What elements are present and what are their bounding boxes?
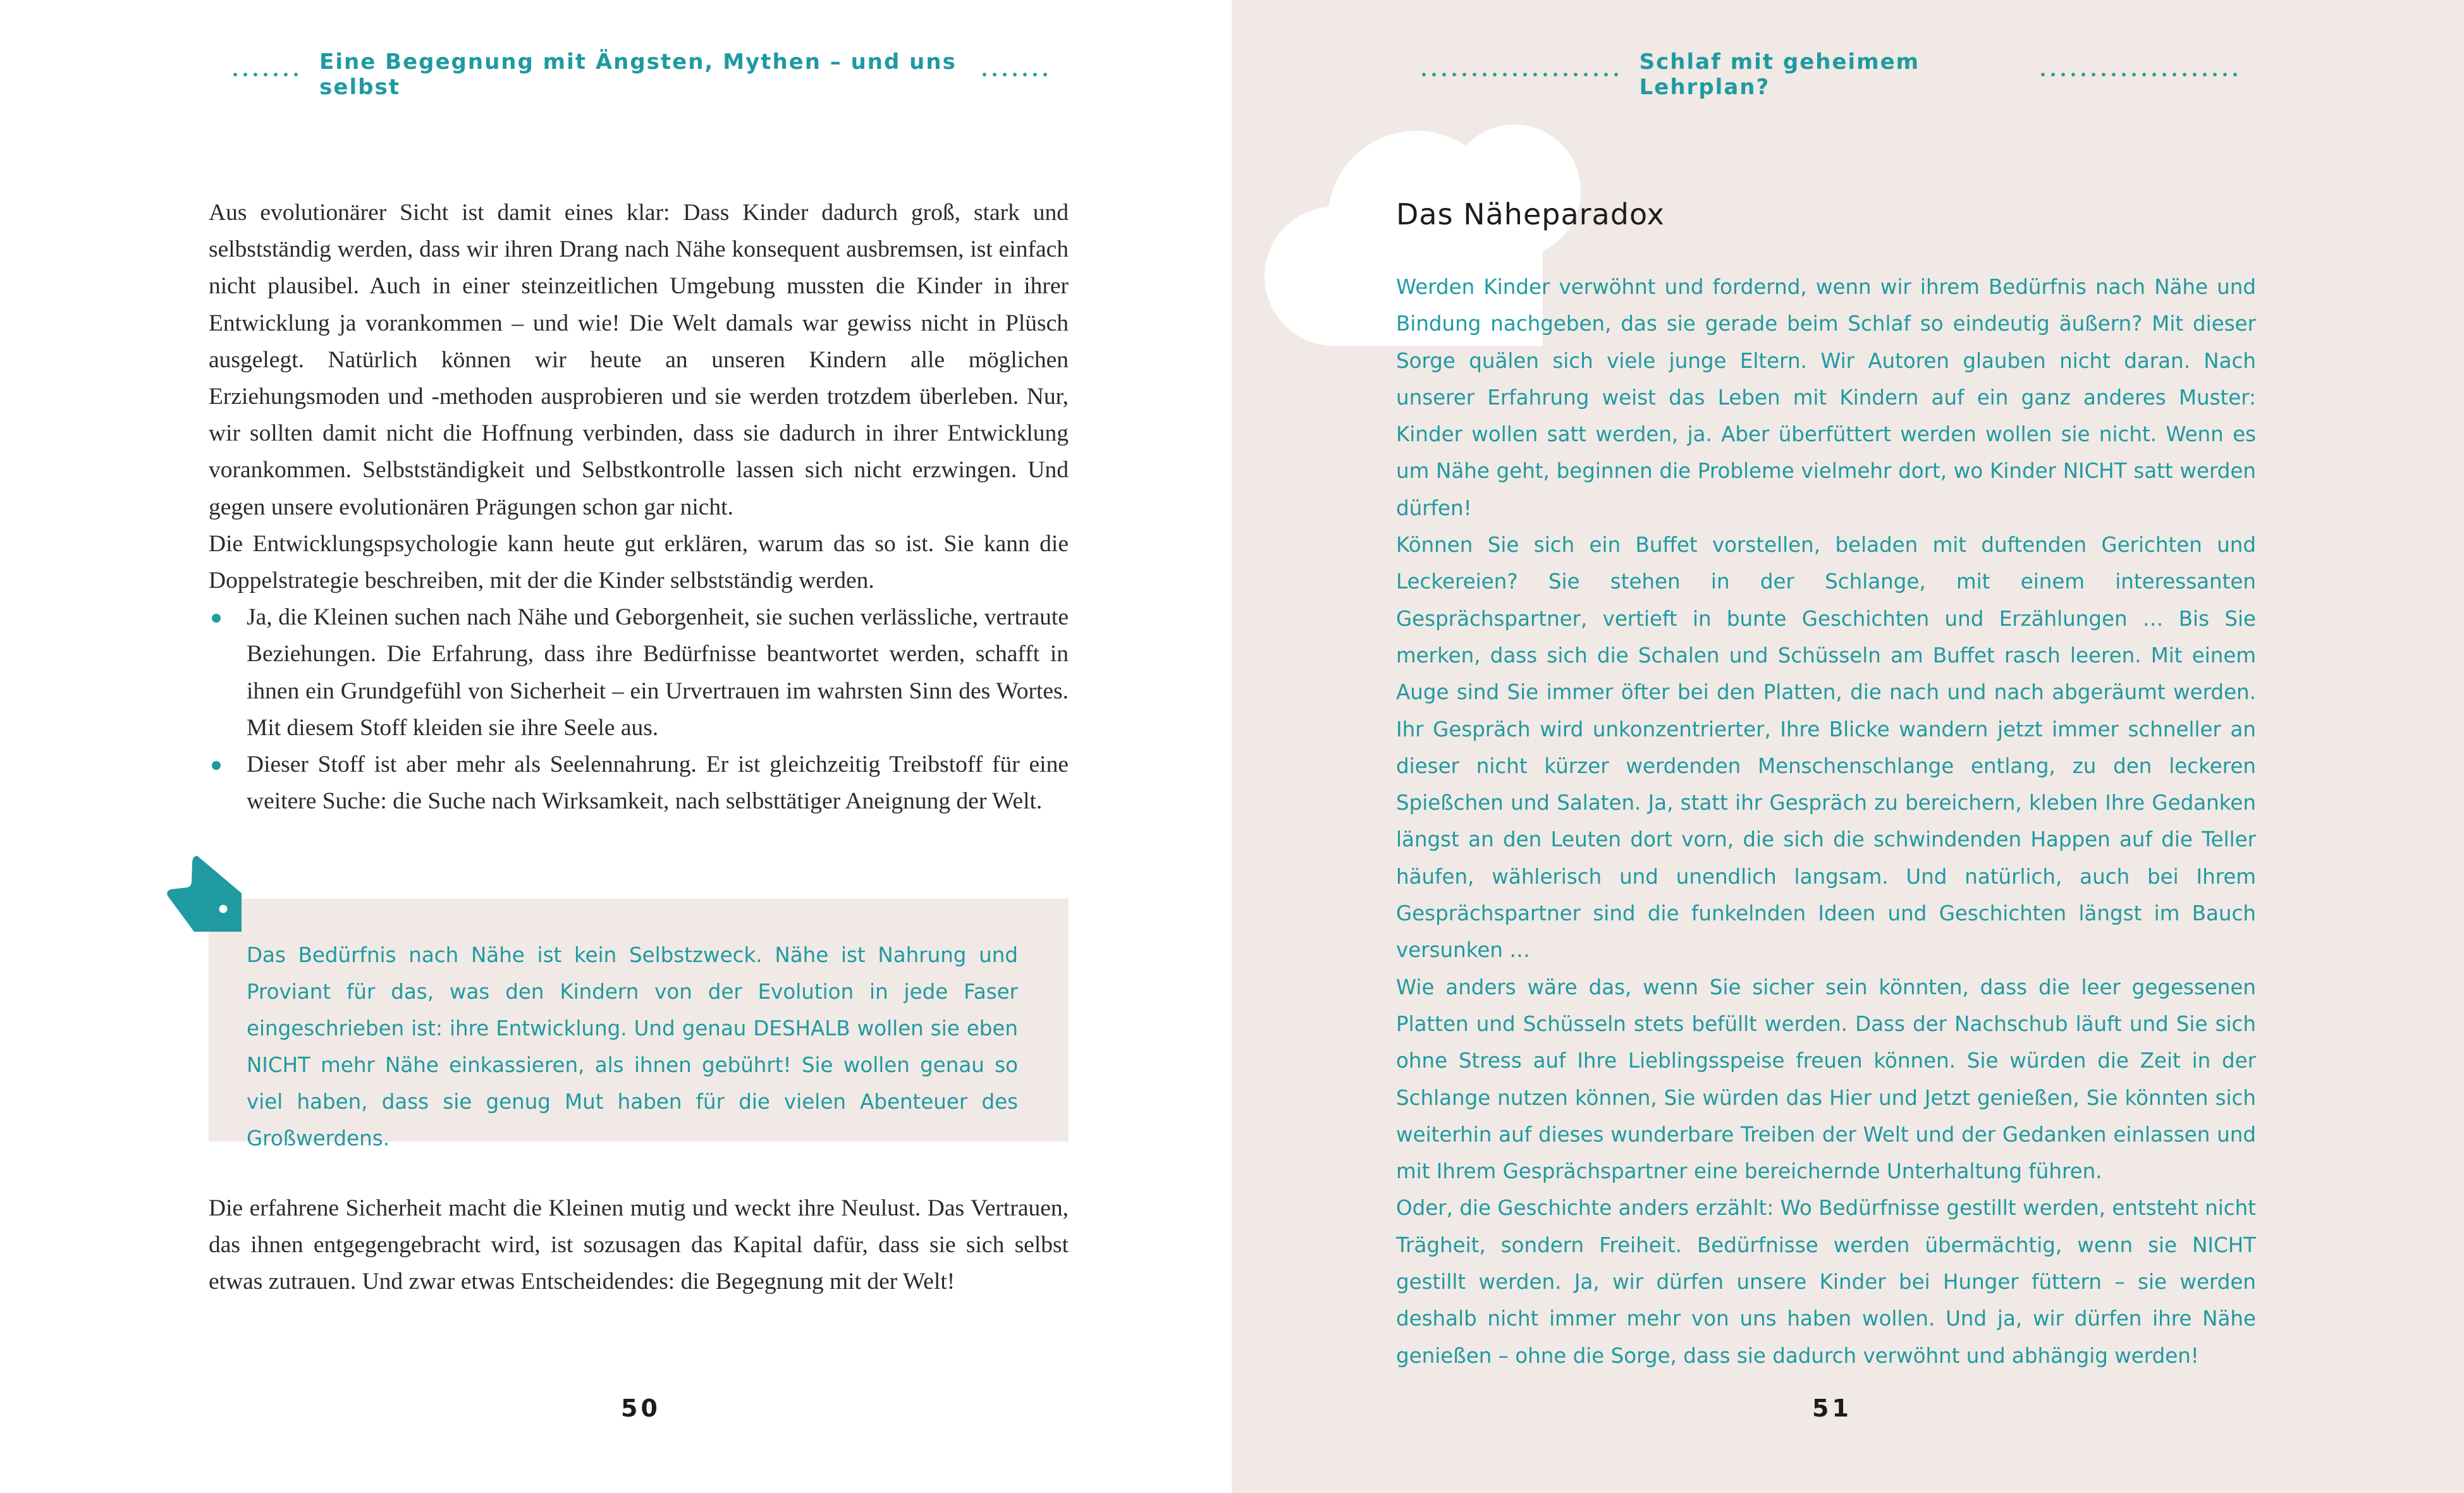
dotted-rule-right: [2038, 73, 2237, 76]
right-running-head: [1397, 49, 2259, 100]
body-paragraph: Die Entwicklungspsychologie kann heute gut erklären, warum das so ist. Sie kann die Doppelstrategie beschreiben, mit der die Kinder selbstständig werden.: [209, 530, 1069, 594]
right-body-text: [1396, 269, 2256, 1374]
body-paragraph: Oder, die Geschichte anders erzählt: Wo Bedürfnisse gestillt werden, entsteht nicht Trägheit, sondern Freiheit. Bedürfnisse werden übermächtig, wenn sie NICHT gestillt werden. Ja, wir dürfen unsere Kinder bei Hunger füttern – sie werden deshalb nicht immer mehr von uns haben wollen. Und ja, wir dürfen ihre Nähe genießen – ohne die Sorge, dass sie dadurch verwöhnt und abhängig werden!: [1396, 1196, 2256, 1368]
left-body-text: [209, 195, 1069, 820]
bullet-dot-icon: [212, 614, 221, 623]
bullet-text: Dieser Stoff ist aber mehr als Seelennahrung. Er ist gleichzeitig Treibstoff für eine weitere Suche: die Suche nach Wirksamkeit, nach selbsttätiger Aneignung der Welt.: [247, 752, 1069, 815]
running-head-text: Eine Begegnung mit Ängsten, Mythen – und uns selbst: [319, 49, 957, 100]
bullet-item: [209, 746, 1069, 820]
dotted-rule-left: [1419, 73, 1618, 76]
left-running-head: [209, 49, 1069, 100]
callout-box: [209, 899, 1069, 1150]
bullet-text: Ja, die Kleinen suchen nach Nähe und Geborgenheit, sie suchen verlässliche, vertraute Beziehungen. Die Erfahrung, dass ihre Bedürfnisse beantwortet werden, schafft in ihnen ein Grundgefühl von Sicherheit – ein Urvertrauen im wahrsten Sinn des Wortes. Mit diesem Stoff kleiden sie ihre Seele aus.: [247, 604, 1069, 741]
dotted-rule-left: [230, 73, 298, 76]
body-paragraph: Wie anders wäre das, wenn Sie sicher sein könnten, dass die leer gegessenen Platten und Schüsseln stets befüllt werden. Dass der Nachschub läuft und Sie sich ohne Stress auf Ihre Lieblingsspeise freuen können. Sie würden die Zeit in der Schlange nutzen können, Sie würden das Hier und Jetzt genießen, Sie könnten sich weiterhin auf dieses wunderbare Treiben der Welt und der Gedanken einlassen und mit Ihrem Gesprächspartner eine bereichernde Unterhaltung führen.: [1396, 975, 2256, 1184]
tag-icon: [166, 853, 248, 935]
box-heading: Das Näheparadox: [1396, 197, 1665, 231]
page-number-left: 50: [621, 1394, 661, 1422]
running-head-text: Schlaf mit geheimem Lehrplan?: [1639, 49, 1920, 100]
page-number-right: 51: [1812, 1394, 1852, 1422]
body-paragraph: Werden Kinder verwöhnt und fordernd, wenn wir ihrem Bedürfnis nach Nähe und Bindung nachgeben, das sie gerade beim Schlaf so eindeutig äußern? Mit dieser Sorge quälen sich viele junge Eltern. Wir Autoren glauben nicht daran. Nach unserer Erfahrung weist das Leben mit Kindern auf ein ganz anderes Muster: Kinder wollen satt werden, ja. Aber überfüttert werden wollen sie nicht. Wenn es um Nähe geht, beginnen die Probleme vielmehr dort, wo Kinder NICHT satt werden dürfen!: [1396, 275, 2256, 520]
callout-text: Das Bedürfnis nach Nähe ist kein Selbstzweck. Nähe ist Nahrung und Proviant für das, was den Kindern von der Evolution in jede Faser eingeschrieben ist: ihre Entwicklung. Und genau DESHALB wollen sie eben NICHT mehr Nähe einkassieren, als ihnen gebührt! Sie wollen genau so viel haben, dass sie genug Mut haben für die vielen Abenteuer des Großwerdens.: [247, 943, 1018, 1150]
body-paragraph: Die erfahrene Sicherheit macht die Kleinen mutig und weckt ihre Neulust. Das Vertrauen, das ihnen entgegengebracht wird, ist sozusagen das Kapital dafür, dass sie sich selbst etwas zutrauen. Und zwar etwas Entscheidendes: die Begegnung mit der Welt!: [209, 1195, 1069, 1295]
bullet-dot-icon: [212, 761, 221, 770]
body-paragraph: Können Sie sich ein Buffet vorstellen, beladen mit duftenden Gerichten und Leckereien? Sie stehen in der Schlange, mit einem interessanten Gesprächspartner, vertieft in bunte Geschichten und Erzählungen … Bis Sie merken, dass sich die Schalen und Schüsseln am Buffet rasch leeren. Mit einem Auge sind Sie immer öfter bei den Platten, die nach und nach abgeräumt werden. Ihr Gespräch wird unkonzentrierter, Ihre Blicke wandern jetzt immer schneller an dieser nicht kürzer werdenden Menschenschlange entlang, zu den leckeren Spießchen und Salaten. Ja, statt ihr Gespräch zu bereichern, kleben Ihre Gedanken längst an den Leuten dort vorn, die sich die schwindenden Happen auf die Teller häufen, wählerisch und unendlich langsam. Und natürlich, auch bei Ihrem Gesprächspartner sind die funkelnden Ideen und Geschichten längst im Bauch versunken …: [1396, 533, 2256, 963]
left-body-text-2: [209, 1190, 1069, 1301]
dotted-rule-right: [979, 73, 1047, 76]
bullet-list: [209, 599, 1069, 820]
bullet-item: [209, 599, 1069, 746]
body-paragraph: Aus evolutionärer Sicht ist damit eines klar: Dass Kinder dadurch groß, stark und selbstständig werden, dass wir ihren Drang nach Nähe konsequent ausbremsen, ist einfach nicht plausibel. Auch in einer steinzeitlichen Umgebung mussten die Kinder in ihrer Entwicklung ja vorankommen – und wie! Die Welt damals war gewiss nicht in Plüsch ausgelegt. Natürlich können wir heute an unseren Kindern alle möglichen Erziehungsmoden und -methoden ausprobieren und sie werden trotzdem überleben. Nur, wir sollten damit nicht die Hoffnung verbinden, dass sie dadurch in ihrer Entwicklung vorankommen. Selbstständigkeit und Selbstkontrolle lassen sich nicht erzwingen. Und gegen unsere evolutionären Prägungen schon gar nicht.: [209, 200, 1069, 520]
